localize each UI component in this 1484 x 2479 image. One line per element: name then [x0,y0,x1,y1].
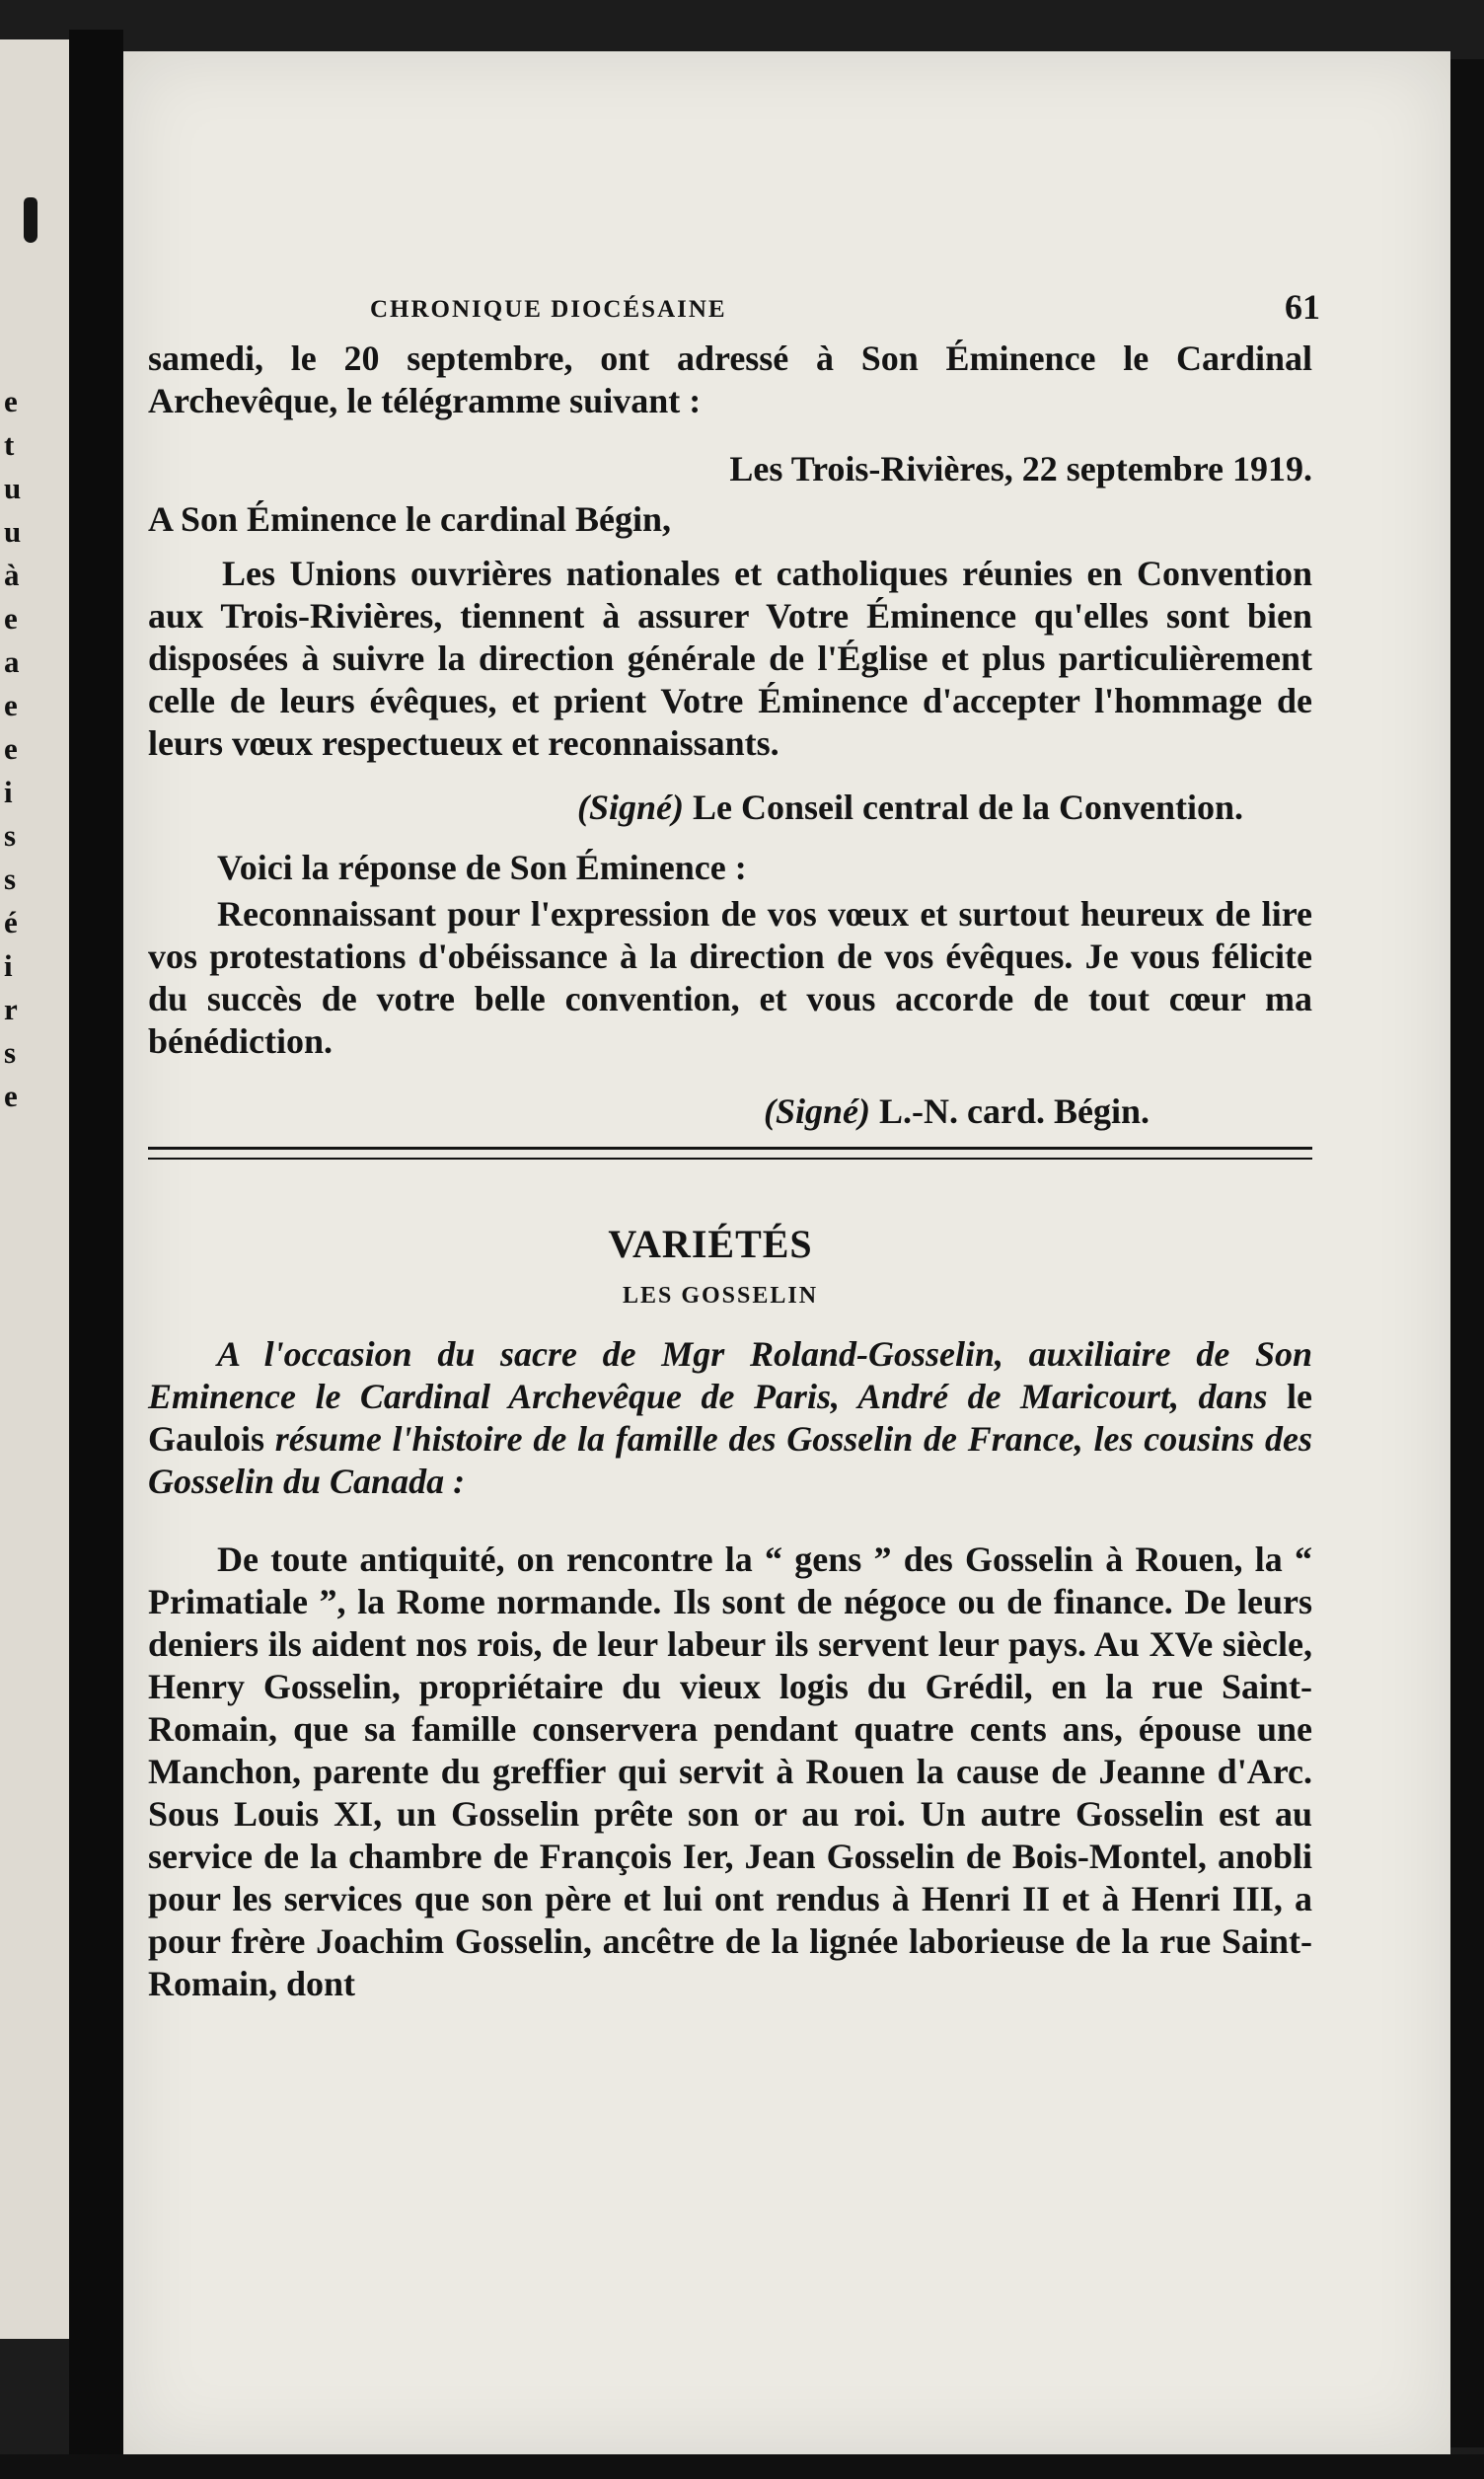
margin-letter: e [4,688,18,722]
adjacent-page-strip [0,39,69,2339]
reply-signature-prefix: (Signé) [764,1091,870,1131]
letter-dateline: Les Trois-Rivières, 22 septembre 1919. [729,449,1312,488]
margin-letter: i [4,948,13,983]
margin-letter: s [4,1035,17,1070]
continuation-paragraph: samedi, le 20 septembre, ont adressé à Son Éminence le Cardinal Archevêque, le télégramme suivant : [148,338,1312,420]
article-intro-part1: A l'occasion du sacre de Mgr Roland-Gosselin, auxiliaire de Son Eminence le Cardinal Archevêque de Paris, André de Maricourt, dans [148,1334,1312,1416]
margin-letter: s [4,862,17,896]
margin-letter: t [4,427,15,462]
margin-letter: e [4,1079,18,1113]
margin-letter: s [4,818,17,853]
letter-body: Les Unions ouvrières nationales et catholiques réunies en Convention aux Trois-Rivières, tiennent à assurer Votre Éminence qu'elles sont bien disposées à suivre la direction générale de l'Église et plus particulièrement celle de leurs évêques, et prient Votre Éminence d'accepter l'hommage de leurs vœux respectueux et reconnaissants. [148,554,1312,763]
running-head-title: CHRONIQUE DIOCÉSAINE [370,296,727,323]
letter-signature [148,787,1312,829]
margin-letter: u [4,514,22,549]
page-number: 61 [1285,287,1320,327]
margin-letter: e [4,384,18,418]
page-edge-right [1450,59,1484,2447]
reply-body: Reconnaissant pour l'expression de vos vœux et surtout heureux de lire vos protestations d'obéissance à la direction de vos évêques. Je vous félicite du succès de votre belle convention, et vous accorde de tout cœur ma bénédiction. [148,894,1312,1061]
page-edge-bottom [0,2454,1484,2479]
reply-intro: Voici la réponse de Son Éminence : [217,848,747,887]
margin-letter: é [4,905,18,939]
section-title: VARIÉTÉS [608,1222,813,1266]
signature-name: Le Conseil central de la Convention. [693,788,1243,827]
margin-letter: a [4,644,20,679]
article-intro-newspaper: le Gaulois [148,1377,1312,1459]
margin-letter: i [4,775,13,809]
margin-letter: u [4,471,22,505]
margin-letter: e [4,731,18,766]
section-divider [148,1147,1312,1160]
reply-signature [148,1090,1312,1133]
page-content [148,286,1320,2005]
book-gutter [69,30,123,2467]
ink-mark [24,197,37,243]
article-body: De toute antiquité, on rencontre la “ gens ” des Gosselin à Rouen, la “ Primatiale ”, la Rome normande. Ils sont de négoce ou de finance. De leurs deniers ils aident nos rois, de leur labeur ils servent leur pays. Au XVe siècle, Henry Gosselin, propriétaire du vieux logis du Grédil, en la rue Saint-Romain, que sa famille conservera pendant quatre cents ans, épouse une Manchon, parente du greffier qui servit à Rouen la cause de Jeanne d'Arc. Sous Louis XI, un Gosselin prête son or au roi. Un autre Gosselin est au service de la chambre de François Ier, Jean Gosselin de Bois-Montel, anobli pour les services que son père et lui ont rendus à Henri II et à Henri III, a pour frère Joachim Gosselin, ancêtre de la lignée laborieuse de la rue Saint-Romain, dont [148,1540,1312,2003]
margin-letter: e [4,601,18,636]
reply-signature-name: L.-N. card. Bégin. [879,1091,1150,1131]
signature-prefix: (Signé) [577,788,685,827]
running-head [148,286,1320,338]
margin-letter: r [4,992,18,1026]
article-intro [148,1333,1312,1503]
letter-salutation: A Son Éminence le cardinal Bégin, [148,499,672,539]
subsection-title: LES GOSSELIN [622,1283,819,1309]
adjacent-page-letters [0,380,43,1118]
margin-letter: à [4,558,20,592]
article-intro-part2: résume l'histoire de la famille des Gosselin de France, les cousins des Gosselin du Canada : [148,1419,1312,1501]
